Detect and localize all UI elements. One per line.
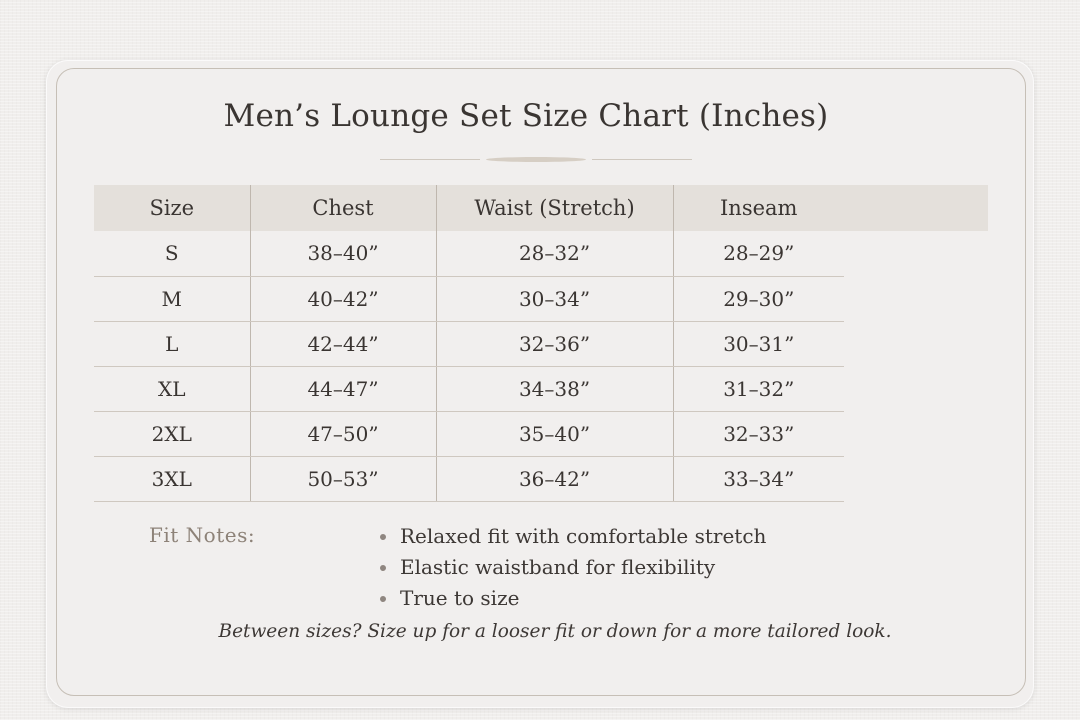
cell-inseam: 30–31” <box>673 321 844 366</box>
cell-inseam: 32–33” <box>673 411 844 456</box>
page-title: Men’s Lounge Set Size Chart (Inches) <box>223 98 829 134</box>
header-waist: Waist (Stretch) <box>436 185 673 231</box>
bullet-icon <box>380 565 386 571</box>
list-item <box>380 521 766 552</box>
cell-chest: 38–40” <box>250 231 436 276</box>
fit-note-text: Relaxed fit with comfortable stretch <box>400 524 767 548</box>
header-chest: Chest <box>250 185 436 231</box>
cell-size: 3XL <box>94 456 250 501</box>
table-row <box>94 411 844 456</box>
cell-size: M <box>94 276 250 321</box>
bullet-icon <box>380 596 386 602</box>
header-inseam: Inseam <box>673 185 844 231</box>
divider-ornament <box>486 157 586 162</box>
cell-chest: 50–53” <box>250 456 436 501</box>
fit-notes-list <box>380 521 766 614</box>
cell-waist: 35–40” <box>436 411 673 456</box>
list-item <box>380 583 766 614</box>
cell-waist: 32–36” <box>436 321 673 366</box>
cell-inseam: 28–29” <box>673 231 844 276</box>
header-size: Size <box>149 196 195 220</box>
size-table <box>94 185 844 502</box>
cell-chest: 42–44” <box>250 321 436 366</box>
table-row <box>94 456 844 501</box>
divider-line-left <box>380 159 480 160</box>
cell-size: L <box>94 321 250 366</box>
table-row <box>94 231 844 276</box>
cell-waist: 34–38” <box>436 366 673 411</box>
cell-chest: 44–47” <box>250 366 436 411</box>
table-row <box>94 276 844 321</box>
sizing-footnote: Between sizes? Size up for a looser fit or down for a more tailored look. <box>218 621 892 642</box>
cell-chest: 40–42” <box>250 276 436 321</box>
divider-line-right <box>592 159 692 160</box>
fit-notes-label: Fit Notes: <box>149 523 256 547</box>
title-divider <box>380 153 692 167</box>
bullet-icon <box>380 534 386 540</box>
cell-inseam: 29–30” <box>673 276 844 321</box>
cell-waist: 28–32” <box>436 231 673 276</box>
table-row <box>94 321 844 366</box>
cell-size: S <box>94 231 250 276</box>
cell-inseam: 31–32” <box>673 366 844 411</box>
fit-note-text: True to size <box>400 586 520 610</box>
cell-size: XL <box>94 366 250 411</box>
cell-size: 2XL <box>94 411 250 456</box>
cell-chest: 47–50” <box>250 411 436 456</box>
cell-waist: 36–42” <box>436 456 673 501</box>
table-row <box>94 366 844 411</box>
fit-note-text: Elastic waistband for flexibility <box>400 555 716 579</box>
table-header-row <box>94 185 844 231</box>
cell-inseam: 33–34” <box>673 456 844 501</box>
list-item <box>380 552 766 583</box>
cell-waist: 30–34” <box>436 276 673 321</box>
